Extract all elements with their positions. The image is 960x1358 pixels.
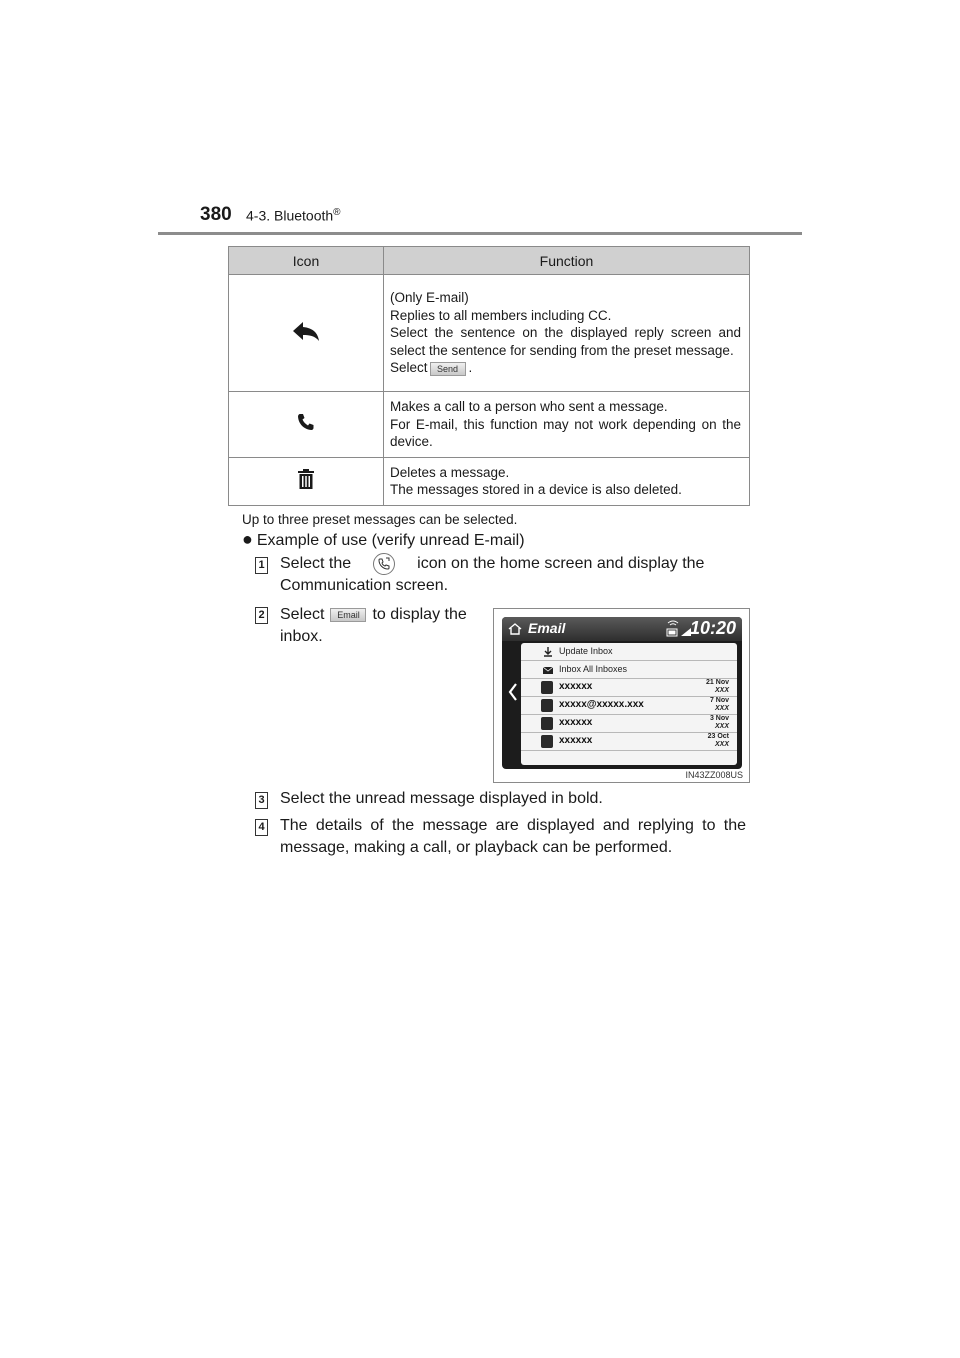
registered-mark: ® bbox=[333, 207, 341, 218]
avatar bbox=[541, 681, 553, 694]
email-screen bbox=[502, 617, 742, 769]
icon-function-table bbox=[228, 246, 750, 506]
step-4-text: The details of the message are displayed and replying to the message, making a call, or playback can be performed. bbox=[280, 817, 746, 856]
table-row-reply-all bbox=[229, 275, 750, 392]
trash-icon bbox=[298, 469, 314, 489]
send-button-graphic: Send bbox=[430, 362, 466, 376]
table-row-delete bbox=[229, 457, 750, 505]
row-label: Inbox All Inboxes bbox=[559, 664, 628, 674]
function-line: Replies to all members including CC. bbox=[390, 307, 612, 323]
inbox-list bbox=[521, 643, 737, 765]
message-date: 7 Nov XXX bbox=[709, 697, 729, 712]
sender-name: xxxxx@xxxxx.xxx bbox=[559, 699, 644, 710]
update-inbox-row[interactable] bbox=[521, 643, 737, 661]
table-row-call bbox=[229, 392, 750, 458]
function-line: Select the sentence on the displayed reply screen and select the sentence for sending from the preset message. bbox=[390, 325, 741, 358]
message-row[interactable] bbox=[521, 733, 737, 751]
col-function-header: Function bbox=[384, 247, 750, 275]
sender-name: xxxxxx bbox=[559, 735, 593, 746]
step-2-text: Select Email to display the inbox. bbox=[280, 606, 467, 645]
inbox-all-row[interactable] bbox=[521, 661, 737, 679]
sender-name: xxxxxx bbox=[559, 717, 593, 728]
function-line: (Only E-mail) bbox=[390, 290, 469, 306]
function-line: Makes a call to a person who sent a message. bbox=[390, 399, 668, 414]
function-line: Deletes a message. bbox=[390, 464, 510, 480]
message-date: 23 Oct XXX bbox=[707, 733, 729, 748]
page-number: 380 bbox=[200, 204, 232, 225]
avatar bbox=[541, 735, 553, 748]
step-1-text: Select the icon on the home screen and display the Communication screen. bbox=[280, 553, 746, 597]
screen-clock: 10:20 bbox=[689, 618, 736, 638]
step-3-text: Select the unread message displayed in bold. bbox=[280, 790, 603, 807]
avatar bbox=[541, 717, 553, 730]
message-row[interactable] bbox=[521, 679, 737, 697]
figure-code: IN43ZZ008US bbox=[685, 770, 743, 780]
step-badge-3: 3 bbox=[255, 792, 268, 809]
step-badge-1: 1 bbox=[255, 557, 268, 574]
reply-all-icon bbox=[291, 320, 321, 342]
function-cell bbox=[384, 457, 750, 505]
page-header bbox=[200, 204, 800, 234]
back-chevron-icon[interactable] bbox=[506, 681, 520, 703]
communication-icon bbox=[373, 553, 395, 575]
step-badge-2: 2 bbox=[255, 607, 268, 624]
phone-icon bbox=[297, 413, 315, 431]
preset-note: Up to three preset messages can be selected. bbox=[242, 512, 518, 527]
avatar bbox=[541, 699, 553, 712]
table-header-row bbox=[229, 247, 750, 275]
screen-title: Email bbox=[528, 620, 566, 636]
icon-cell bbox=[229, 457, 384, 505]
sender-name: xxxxxx bbox=[559, 681, 593, 692]
message-row[interactable] bbox=[521, 715, 737, 733]
icon-cell bbox=[229, 392, 384, 458]
bullet: ● bbox=[242, 529, 253, 549]
function-line: For E-mail, this function may not work depending on the device. bbox=[390, 416, 741, 449]
download-icon bbox=[543, 647, 553, 657]
message-row[interactable] bbox=[521, 697, 737, 715]
envelope-icon bbox=[543, 665, 553, 675]
email-screen-figure bbox=[493, 608, 750, 783]
home-icon bbox=[508, 623, 522, 635]
col-icon-header: Icon bbox=[229, 247, 384, 275]
email-button-graphic: Email bbox=[330, 608, 366, 622]
function-cell bbox=[384, 392, 750, 458]
message-date: 21 Nov XXX bbox=[706, 679, 729, 694]
icon-cell bbox=[229, 275, 384, 392]
row-label: Update Inbox bbox=[559, 646, 613, 656]
message-date: 3 Nov XXX bbox=[709, 715, 729, 730]
section-title: 4-3. Bluetooth® bbox=[246, 207, 341, 224]
function-cell bbox=[384, 275, 750, 392]
header-rule bbox=[158, 232, 802, 235]
function-line: The messages stored in a device is also deleted. bbox=[390, 482, 682, 497]
example-heading: ● Example of use (verify unread E-mail) bbox=[242, 529, 525, 549]
screen-title-bar bbox=[502, 617, 742, 641]
step-badge-4: 4 bbox=[255, 819, 268, 836]
select-send-line: Select Send . bbox=[390, 360, 473, 376]
